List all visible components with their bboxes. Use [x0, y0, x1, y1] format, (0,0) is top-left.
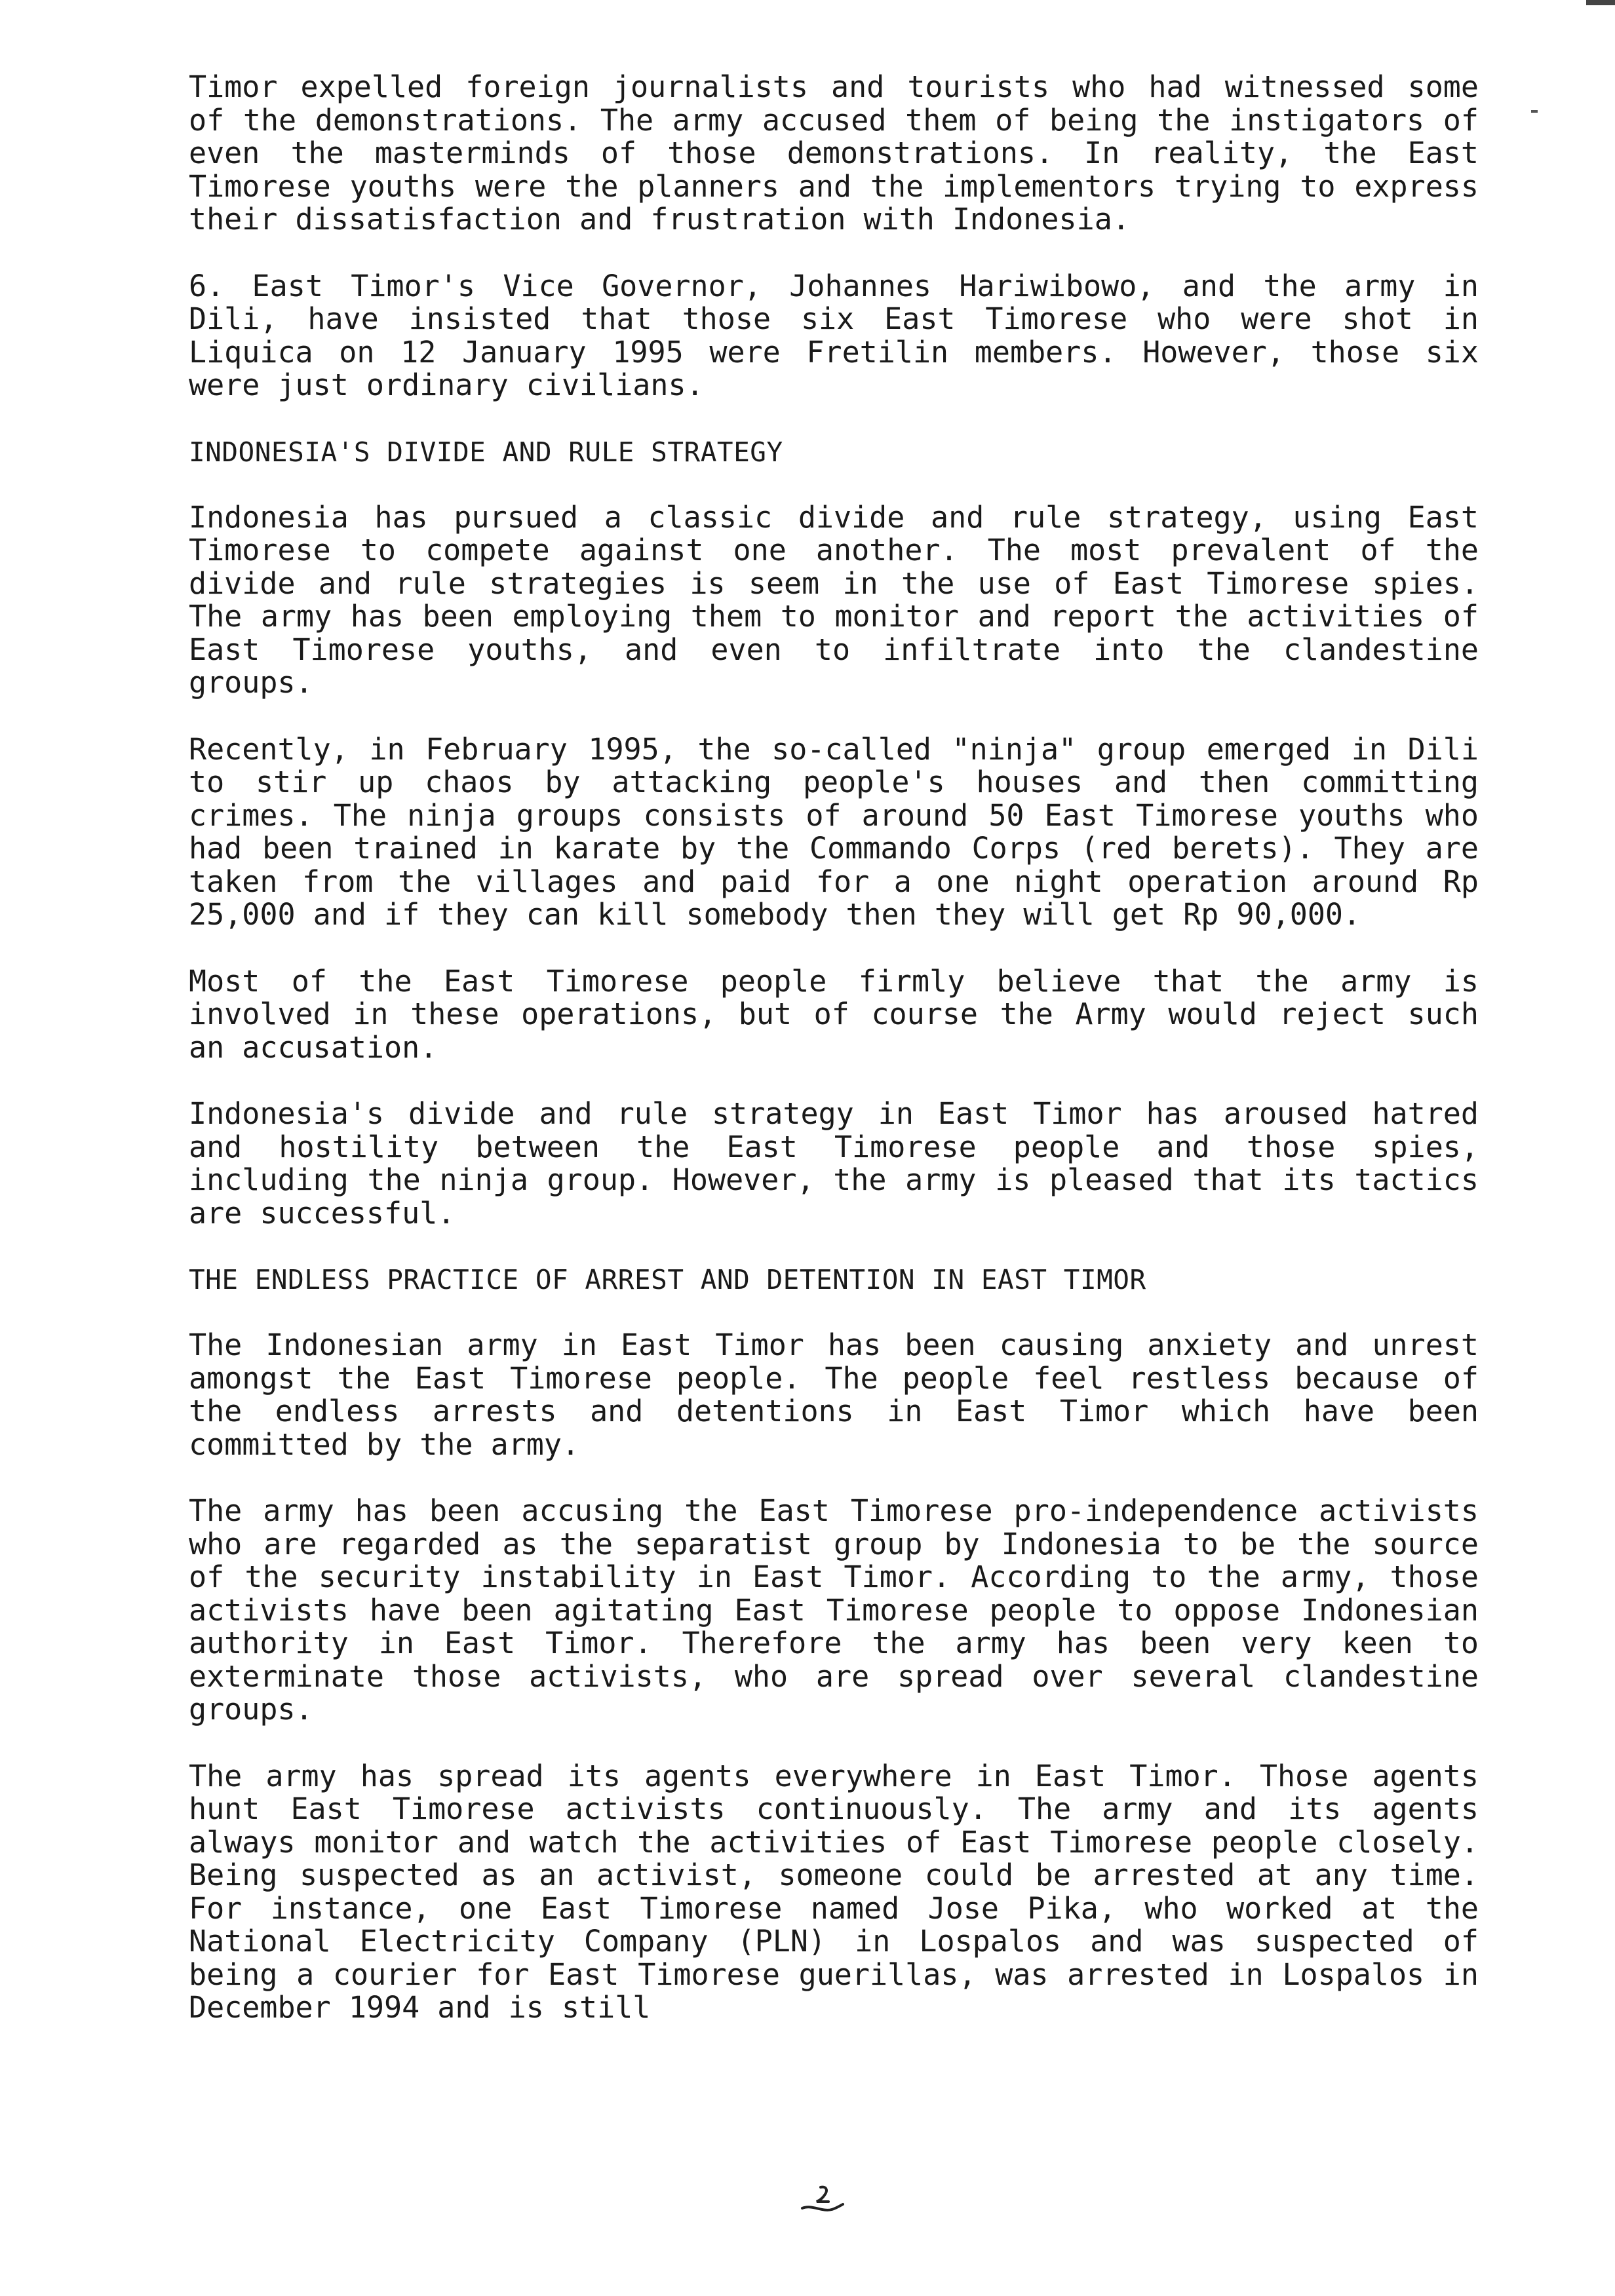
paragraph-arrest-2: The army has been accusing the East Timorese pro-independence activists who are regarded as the separatist group by Indonesia to be the source of the security instability in East Timor. According to the army, those activists have been agitating East Timorese people to oppose Indonesian authority in East Timor. Therefore the army has been very keen to exterminate those activists, who are spread over several clandestine groups.	[189, 1493, 1479, 1727]
paragraph-divide-rule-2: Recently, in February 1995, the so-called "ninja" group emerged in Dili to stir up chaos by attacking people's houses and then committing crimes. The ninja groups consists of around 50 East Timorese youths who had been trained in karate by the Commando Corps (red berets). They are taken from the villages and paid for a one night operation around Rp 25,000 and if they can kill somebody then they will get Rp 90,000.	[189, 731, 1479, 932]
scan-edge-mark	[1586, 0, 1615, 5]
paragraph-divide-rule-1: Indonesia has pursued a classic divide and rule strategy, using East Timorese to compete against one another. The most prevalent of the divide and rule strategies is seem in the use of East Timorese spies. The army has been employing them to monitor and report the activities of East Timorese youths, and even to infiltrate into the clandestine groups.	[189, 499, 1479, 700]
paragraph-intro: Timor expelled foreign journalists and tourists who had witnessed some of the demonstrations. The army accused them of being the instigators of even the masterminds of those demonstrations. In reality, the East Timorese youths were the planners and the implementors trying to express their dissatisfaction and frustration with Indonesia.	[189, 69, 1479, 237]
paragraph-arrest-1: The Indonesian army in East Timor has been causing anxiety and unrest amongst the East Timorese people. The people feel restless because of the endless arrests and detentions in East Timor which have been committed by the army.	[189, 1328, 1479, 1462]
section-heading-arrest-detention: THE ENDLESS PRACTICE OF ARREST AND DETENTION IN EAST TIMOR	[189, 1264, 1146, 1295]
paragraph-divide-rule-4: Indonesia's divide and rule strategy in East Timor has aroused hatred and hostility between the East Timorese people and those spies, including the ninja group. However, the army is pleased that its tactics are successful.	[189, 1096, 1479, 1231]
section-heading-divide-and-rule: INDONESIA'S DIVIDE AND RULE STRATEGY	[189, 436, 783, 468]
paragraph-point-6: 6. East Timor's Vice Governor, Johannes Hariwibowo, and the army in Dili, have insisted that those six East Timorese who were shot in Liquica on 12 January 1995 were Fretilin members. However, those six were just ordinary civilians.	[189, 268, 1479, 402]
document-page	[189, 71, 1479, 2058]
paragraph-arrest-3: The army has spread its agents everywhere in East Timor. Those agents hunt East Timorese activists continuously. The army and its agents always monitor and watch the activities of East Timorese people closely. Being suspected as an activist, someone could be arrested at any time. For instance, one East Timorese named Jose Pika, who worked at the National Electricity Company (PLN) in Lospalos and was suspected of being a courier for East Timorese guerillas, was arrested in Lospalos in December 1994 and is still	[189, 1758, 1479, 2025]
paragraph-divide-rule-3: Most of the East Timorese people firmly believe that the army is involved in these operations, but of course the Army would reject such an accusation.	[189, 963, 1479, 1065]
handwritten-page-number	[783, 2181, 861, 2220]
scan-dot-mark	[1531, 110, 1538, 113]
